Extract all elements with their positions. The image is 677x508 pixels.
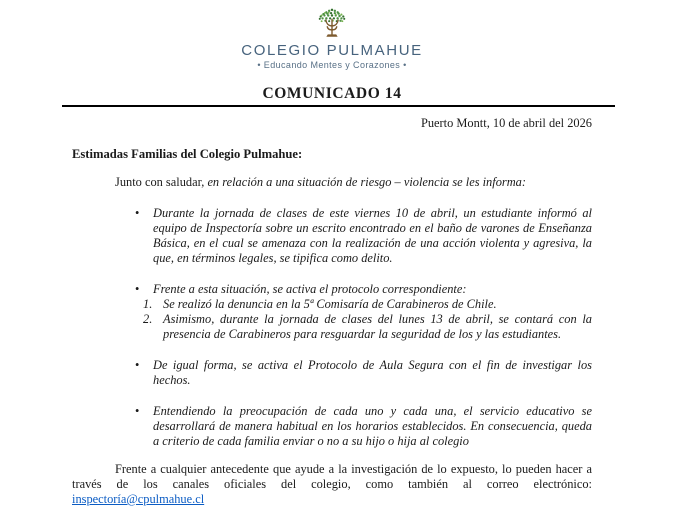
letterhead [72,8,592,71]
bullet-item-2 [72,282,592,342]
document-title: COMUNICADO 14 [262,85,402,102]
horizontal-rule [62,105,615,107]
bullet-item-3 [72,358,592,388]
bullet-4-text: Entendiendo la preocupación de cada uno y cada una, el servicio educativo se desarrollará de manera habitual en los horarios establecidos. En consecuencia, queda a criterio de cada familia enviar o no a su hijo o hija al colegio [153,404,592,448]
bullet-2-text: Frente a esta situación, se activa el protocolo correspondiente: [153,282,467,296]
bullet-3-text: De igual forma, se activa el Protocolo de Aula Segura con el fin de investigar los hechos. [153,358,592,387]
intro-paragraph [72,175,592,190]
numbered-sublist [72,297,592,342]
school-tagline: • Educando Mentes y Corazones • [257,60,407,70]
closing-text: Frente a cualquier antecedente que ayude a la investigación de lo expuesto, lo pueden hacer a través de los canales oficiales del colegio, como también al correo electrónico: [72,462,592,491]
dateline: Puerto Montt, 10 de abril del 2026 [420,116,592,130]
bullet-list [72,206,592,449]
email-link[interactable]: inspectoría@cpulmahue.cl [72,492,205,506]
intro-italic-text: en relación a una situación de riesgo – violencia se les informa: [207,175,526,189]
intro-plain-text: Junto con saludar, [115,175,205,189]
bullet-item-4 [72,404,592,449]
salutation: Estimadas Familias del Colegio Pulmahue: [72,147,303,161]
closing-paragraph [72,462,592,507]
bullet-1-text: Durante la jornada de clases de este viernes 10 de abril, un estudiante informó al equipo de Inspectoría sobre un escrito encontrado en el baño de varones de Enseñanza Básica, en el cual se amenaza con la realización de una acción violenta y agresiva, la que, en términos legales, se tipifica como delito. [153,206,592,265]
school-name: COLEGIO PULMAHUE [241,42,423,59]
bullet-item-1 [72,206,592,266]
tree-logo-icon [313,8,351,40]
numbered-item-2: Asimismo, durante la jornada de clases del lunes 13 de abril, se contará con la presencia de Carabineros para resguardar la seguridad de los y las estudiantes. [163,312,592,341]
numbered-item-1: Se realizó la denuncia en la 5ª Comisaría de Carabineros de Chile. [163,297,497,311]
